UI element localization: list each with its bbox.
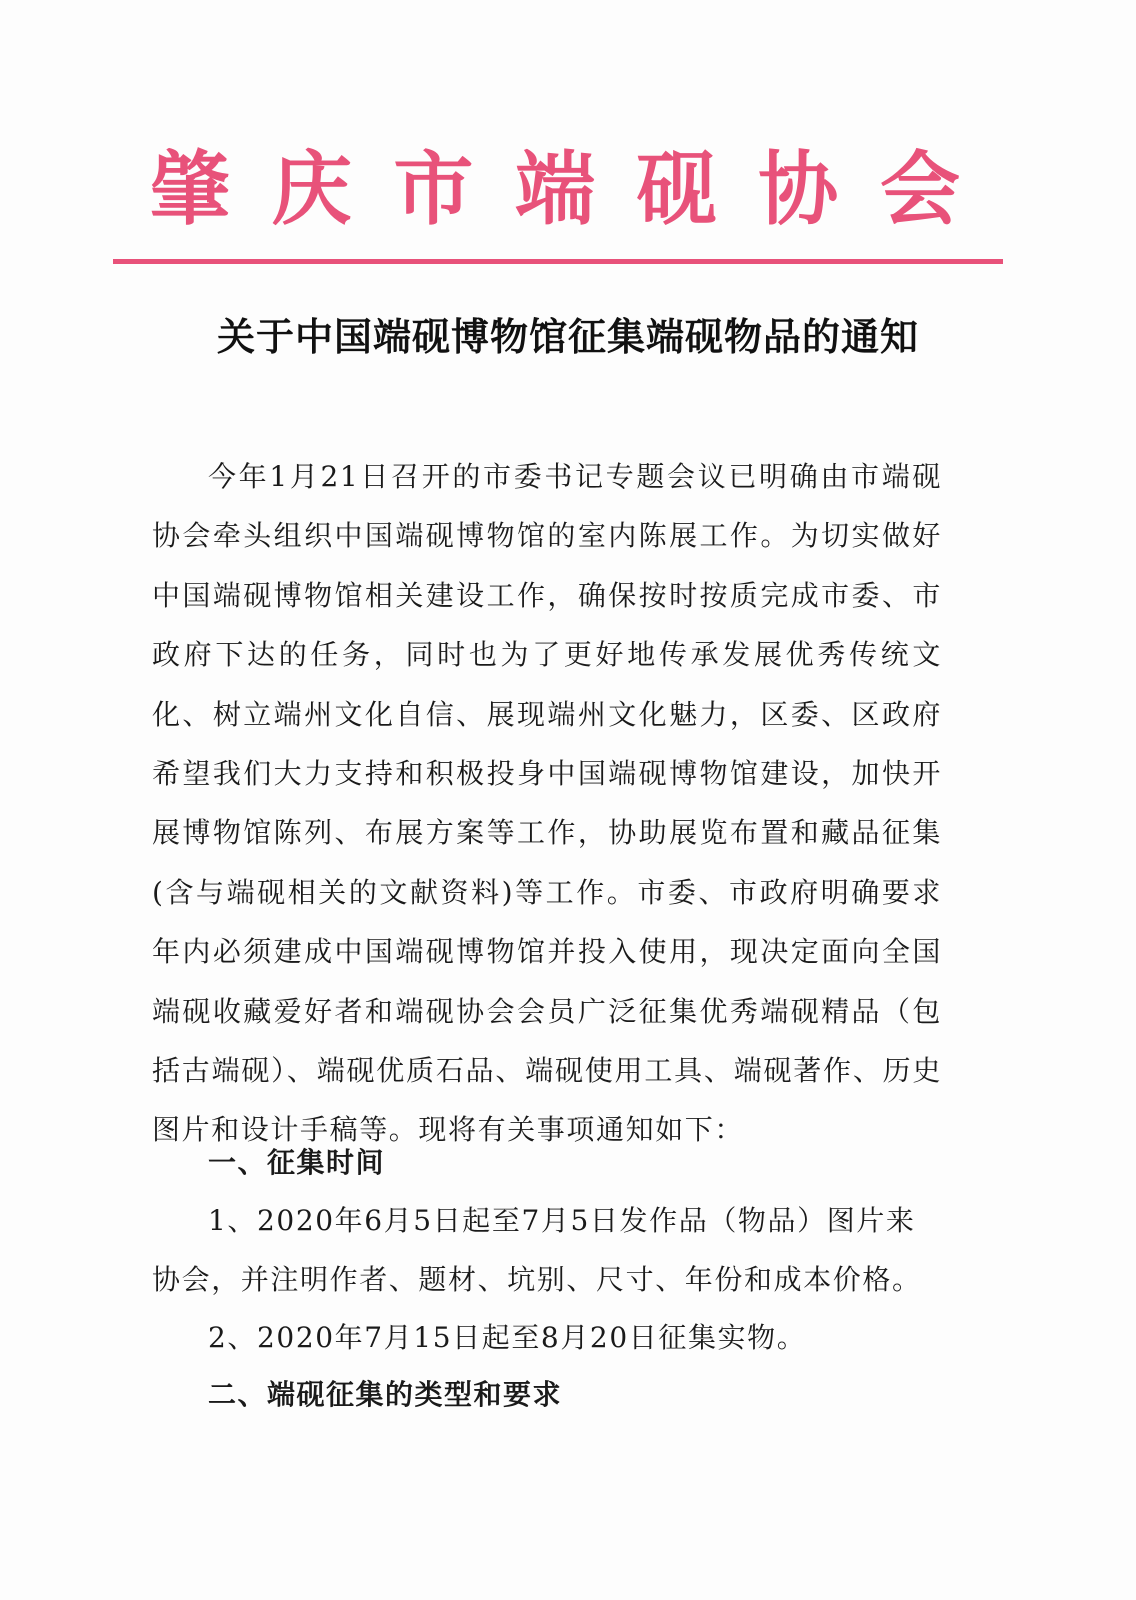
letterhead-char: 端 [514,143,595,236]
letterhead-char: 会 [879,143,960,236]
letterhead-char: 庆 [271,143,352,236]
document-title: 关于中国端砚博物馆征集端砚物品的通知 [216,315,919,359]
section-heading-types-requirements: 二、端砚征集的类型和要求 [208,1378,563,1411]
list-item: 1、2020年6月5日起至7月5日发作品（物品）图片来协会，并注明作者、题材、坑别、尺寸、年份和成本价格。 [152,1204,922,1296]
letterhead-char: 砚 [636,143,717,236]
list-item: 2、2020年7月15日起至8月20日征集实物。 [208,1321,807,1354]
section-heading-collection-time: 一、征集时间 [208,1146,386,1179]
body-paragraph: 今年1月21日召开的市委书记专题会议已明确由市端砚协会牵头组织中国端砚博物馆的室内陈展工作。为切实做好中国端砚博物馆相关建设工作，确保按时按质完成市委、市政府下达的任务，同时也为了更好地传承发展优秀传统文化、树立端州文化自信、展现端州文化魅力，区委、区政府希望我们大力支持和积极投身中国端砚博物馆建设，加快开展博物馆陈列、布展方案等工作，协助展览布置和藏品征集(含与端砚相关的文献资料)等工作。市委、市政府明确要求年内必须建成中国端砚博物馆并投入使用，现决定面向全国端砚收藏爱好者和端砚协会会员广泛征集优秀端砚精品（包括古端砚）、端砚优质石品、端砚使用工具、端砚著作、历史图片和设计手稿等。现将有关事项通知如下： [152,460,942,1147]
letterhead-char: 肇 [150,143,230,236]
letterhead-org-name [150,140,960,240]
letterhead-char: 协 [758,143,839,236]
letterhead-divider [113,259,1003,264]
letterhead-char: 市 [393,143,474,236]
